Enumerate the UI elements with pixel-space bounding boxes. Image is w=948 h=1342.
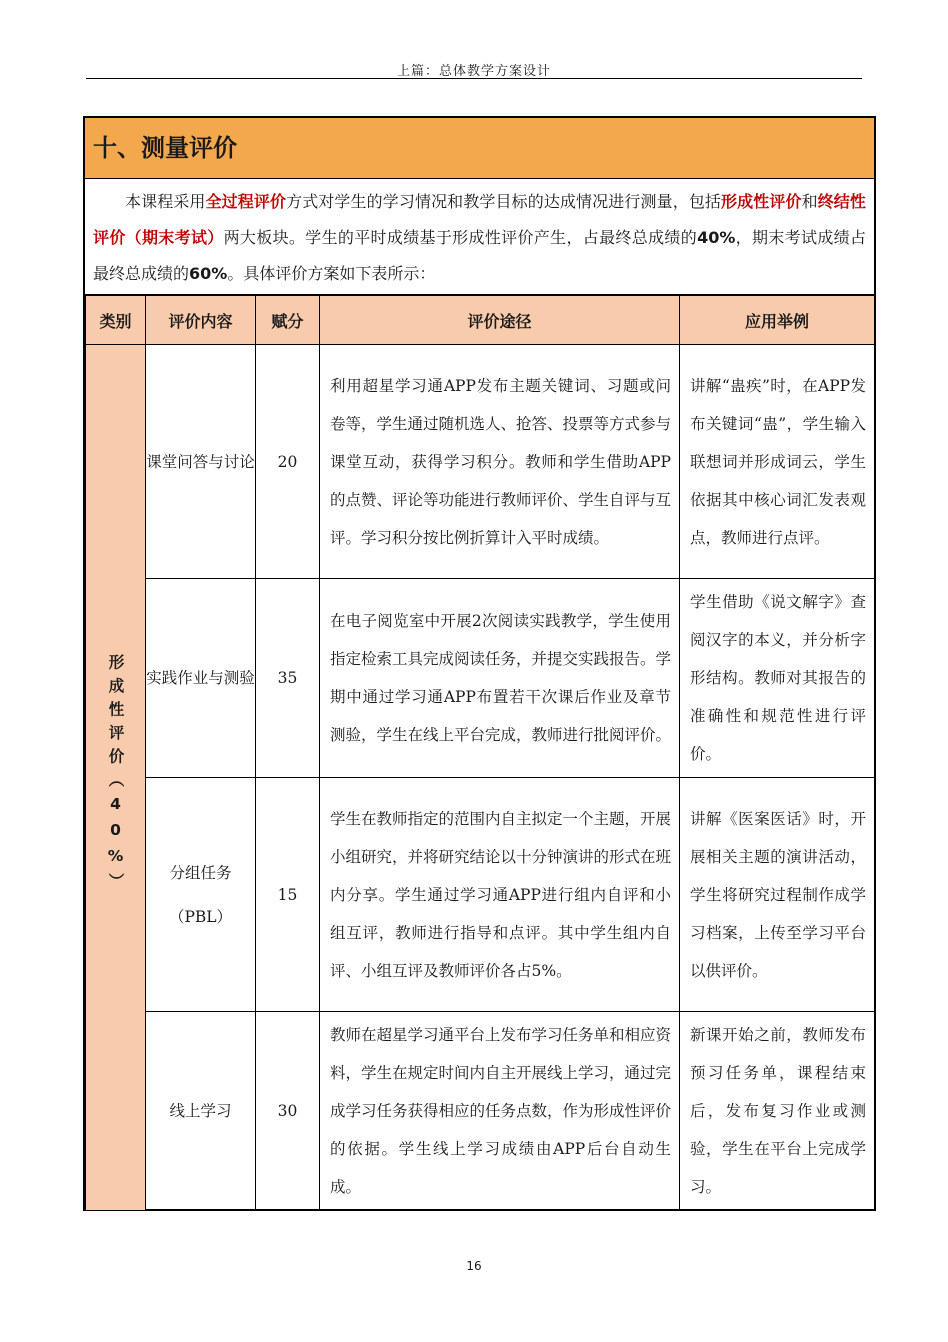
score-cell: 15 <box>256 778 320 1012</box>
method-text: 利用超星学习通APP发布主题关键词、习题或问卷等，学生通过随机选人、抢答、投票等方式参与课堂互动，获得学习积分。教师和学生借助APP的点赞、评论等功能进行教师评价、学生自评与互评。学习积分按比例折算计入平时成绩。 <box>330 376 672 547</box>
intro-text-2: 方式对学生的学习情况和教学目标的达成情况进行测量，包括 <box>286 192 722 211</box>
score-cell: 30 <box>256 1012 320 1211</box>
table-row <box>86 1012 875 1211</box>
section-frame <box>83 116 876 1211</box>
method-cell <box>320 778 680 1012</box>
header-rule <box>86 78 862 79</box>
method-cell <box>320 1012 680 1211</box>
table-row <box>86 579 875 778</box>
example-text: 新课开始之前，教师发布预习任务单，课程结束后，发布复习作业或测验，学生在平台上完成学习。 <box>690 1026 866 1196</box>
example-cell <box>680 1012 875 1211</box>
intro-paragraph <box>85 180 874 295</box>
intro-text-1: 本课程采用 <box>125 192 206 211</box>
method-cell <box>320 579 680 778</box>
evaluation-table <box>85 295 875 1211</box>
content-cell: 线上学习 <box>146 1012 256 1211</box>
intro-bold-1: 40% <box>697 228 736 247</box>
table-row <box>86 345 875 579</box>
header-score: 赋分 <box>256 296 320 345</box>
header-category: 类别 <box>86 296 146 345</box>
content-cell: 课堂问答与讨论 <box>146 345 256 579</box>
content-cell: 实践作业与测验 <box>146 579 256 778</box>
category-cell <box>86 345 146 1211</box>
page-number: 16 <box>466 1259 482 1273</box>
header-method: 评价途径 <box>320 296 680 345</box>
running-header: 上篇：总体教学方案设计 <box>396 64 551 79</box>
example-text: 讲解《医案医话》时，开展相关主题的演讲活动，学生将研究过程制作成学习档案，上传至学习平台以供评价。 <box>690 809 866 980</box>
content-cell: 分组任务（PBL） <box>146 778 256 1012</box>
method-text: 教师在超星学习通平台上发布学习任务单和相应资料，学生在规定时间内自主开展线上学习，通过完成学习任务获得相应的任务点数，作为形成性评价的依据。学生线上学习成绩由APP后台自动生成。 <box>330 1026 672 1196</box>
intro-highlight-2: 形成性评价 <box>721 192 802 211</box>
example-text: 讲解“蛊疾”时，在APP发布关键词“蛊”，学生输入联想词并形成词云，学生依据其中核心词汇发表观点，教师进行点评。 <box>690 376 866 547</box>
intro-text-6: 。具体评价方案如下表所示： <box>227 264 436 283</box>
intro-bold-2: 60% <box>189 264 228 283</box>
method-text: 在电子阅览室中开展2次阅读实践教学，学生使用指定检索工具完成阅读任务，并提交实践报告。学期中通过学习通APP布置若干次课后作业及章节测验，学生在线上平台完成，教师进行批阅评价。 <box>330 612 672 744</box>
header-example: 应用举例 <box>680 296 875 345</box>
intro-highlight-1: 全过程评价 <box>205 192 287 211</box>
example-text: 学生借助《说文解字》查阅汉字的本义，并分析字形结构。教师对其报告的准确性和规范性进行评价。 <box>690 593 866 763</box>
table-header-row <box>86 296 875 345</box>
example-cell <box>680 579 875 778</box>
method-text: 学生在教师指定的范围内自主拟定一个主题，开展小组研究，并将研究结论以十分钟演讲的形式在班内分享。学生通过学习通APP进行组内自评和小组互评，教师进行指导和点评。其中学生组内自评、小组互评及教师评价各占5%。 <box>330 809 672 980</box>
category-label: 形成性评价（40%） <box>106 654 125 897</box>
example-cell <box>680 778 875 1012</box>
section-title: 十、测量评价 <box>85 118 874 179</box>
example-cell <box>680 345 875 579</box>
intro-text-3: 和 <box>801 192 818 211</box>
table-row <box>86 778 875 1012</box>
score-cell: 35 <box>256 579 320 778</box>
intro-text-5: ，期末考试成绩占最终总成绩的 <box>93 228 866 283</box>
score-cell: 20 <box>256 345 320 579</box>
intro-highlight-3: 终结性评价（期末考试） <box>93 192 866 247</box>
intro-text-4: 两大板块。学生的平时成绩基于形成性评价产生，占最终总成绩的 <box>223 228 698 247</box>
method-cell <box>320 345 680 579</box>
header-content: 评价内容 <box>146 296 256 345</box>
